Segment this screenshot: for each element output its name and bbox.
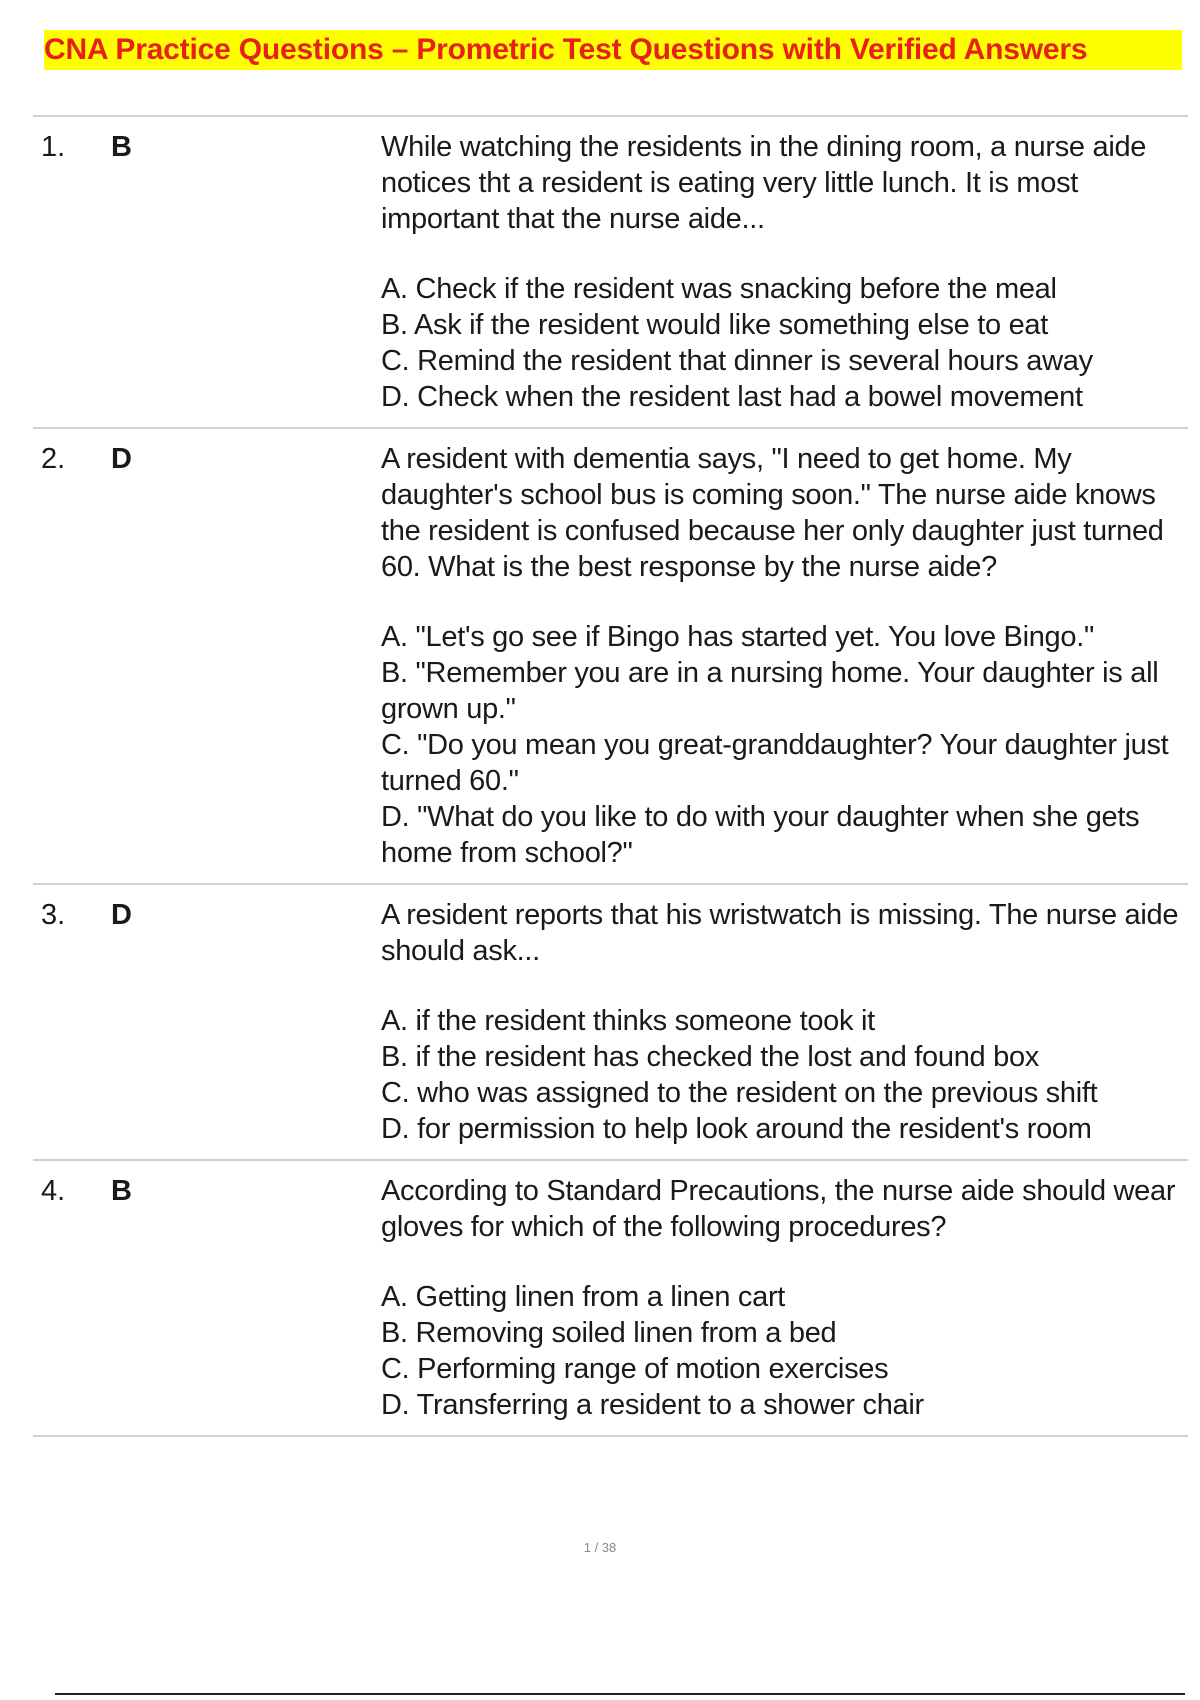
question-body bbox=[381, 1173, 1186, 1423]
question-row-3 bbox=[33, 885, 1188, 1161]
question-text: A resident with dementia says, "I need to get home. My daughter's school bus is coming soon." The nurse aide knows the resident is confused because her only daughter just turned 60. What is the best response by the nurse aide? bbox=[381, 443, 1164, 583]
option-d: D. "What do you like to do with your daughter when she gets home from school?" bbox=[381, 801, 1140, 869]
question-answer: D bbox=[111, 899, 132, 931]
option-c: C. Performing range of motion exercises bbox=[381, 1353, 889, 1385]
option-b: B. if the resident has checked the lost and found box bbox=[381, 1041, 1039, 1073]
question-number: 3. bbox=[41, 899, 66, 931]
question-text: According to Standard Precautions, the nurse aide should wear gloves for which of the following procedures? bbox=[381, 1175, 1176, 1243]
option-a: A. if the resident thinks someone took it bbox=[381, 1005, 875, 1037]
option-a: A. "Let's go see if Bingo has started yet. You love Bingo." bbox=[381, 621, 1094, 653]
option-a: A. Getting linen from a linen cart bbox=[381, 1281, 786, 1313]
question-row-1 bbox=[33, 117, 1188, 429]
question-answer: D bbox=[111, 443, 132, 475]
bottom-divider bbox=[55, 1693, 1185, 1695]
question-list bbox=[33, 115, 1188, 1437]
question-answer: B bbox=[111, 1175, 132, 1207]
question-number: 2. bbox=[41, 443, 66, 475]
question-options bbox=[381, 1279, 1186, 1423]
question-options bbox=[381, 271, 1186, 415]
question-number: 4. bbox=[41, 1175, 66, 1207]
option-d: D. Transferring a resident to a shower chair bbox=[381, 1389, 924, 1421]
option-a: A. Check if the resident was snacking before the meal bbox=[381, 273, 1057, 305]
page-indicator: 1 / 38 bbox=[583, 1540, 617, 1555]
question-body bbox=[381, 897, 1186, 1147]
question-options bbox=[381, 1003, 1186, 1147]
option-b: B. Ask if the resident would like something else to eat bbox=[381, 309, 1048, 341]
document-title: CNA Practice Questions – Prometric Test Questions with Verified Answers bbox=[44, 30, 1182, 70]
option-c: C. who was assigned to the resident on the previous shift bbox=[381, 1077, 1098, 1109]
question-options bbox=[381, 619, 1186, 871]
option-d: D. for permission to help look around the resident's room bbox=[381, 1113, 1092, 1145]
option-b: B. Removing soiled linen from a bed bbox=[381, 1317, 837, 1349]
question-body bbox=[381, 129, 1186, 415]
option-d: D. Check when the resident last had a bowel movement bbox=[381, 381, 1083, 413]
question-body bbox=[381, 441, 1186, 871]
question-answer: B bbox=[111, 131, 132, 163]
question-text: A resident reports that his wristwatch is missing. The nurse aide should ask... bbox=[381, 899, 1179, 967]
question-number: 1. bbox=[41, 131, 66, 163]
option-b: B. "Remember you are in a nursing home. Your daughter is all grown up." bbox=[381, 657, 1159, 725]
question-row-4 bbox=[33, 1161, 1188, 1437]
option-c: C. "Do you mean you great-granddaughter? Your daughter just turned 60." bbox=[381, 729, 1169, 797]
question-row-2 bbox=[33, 429, 1188, 885]
option-c: C. Remind the resident that dinner is several hours away bbox=[381, 345, 1093, 377]
question-text: While watching the residents in the dining room, a nurse aide notices tht a resident is eating very little lunch. It is most important that the nurse aide... bbox=[381, 131, 1147, 235]
